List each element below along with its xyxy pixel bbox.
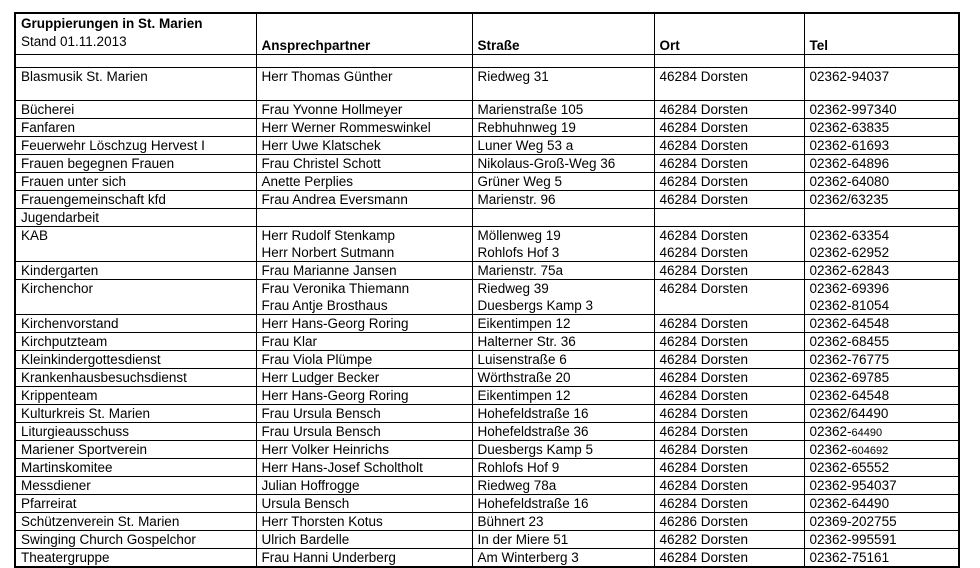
table-row: [15, 441, 959, 459]
partner-cell: Herr Thorsten Kotus: [256, 513, 472, 531]
city-cell: 46282 Dorsten: [654, 531, 804, 549]
street-cell: Wörthstraße 20: [472, 369, 654, 387]
city-cell: [654, 55, 804, 68]
group-cell: Fanfaren: [15, 119, 256, 137]
city-cell: 46284 Dorsten: [654, 495, 804, 513]
table-row: [15, 262, 959, 280]
street-cell: Halterner Str. 36: [472, 333, 654, 351]
street-cell: Riedweg 78a: [472, 477, 654, 495]
table-row: [15, 280, 959, 315]
tel-cell: 02362-64548: [804, 315, 959, 333]
partner-cell: Frau Klar: [256, 333, 472, 351]
tel-cell: 02362-76775: [804, 351, 959, 369]
tel-cell: 02362-69396 02362-81054: [804, 280, 959, 315]
column-header-ansprechpartner: Ansprechpartner: [256, 13, 472, 55]
street-cell: In der Miere 51: [472, 531, 654, 549]
city-cell: 46284 Dorsten: [654, 68, 804, 101]
column-header-tel: Tel: [804, 13, 959, 55]
street-cell: Duesbergs Kamp 5: [472, 441, 654, 459]
group-cell: Mariener Sportverein: [15, 441, 256, 459]
table-row: [15, 405, 959, 423]
table-row: [15, 369, 959, 387]
city-cell: 46284 Dorsten: [654, 351, 804, 369]
tel-cell: 02362-65552: [804, 459, 959, 477]
group-cell: Kirchenchor: [15, 280, 256, 315]
table-row: [15, 137, 959, 155]
partner-cell: Herr Thomas Günther: [256, 68, 472, 101]
table-row: [15, 227, 959, 262]
partner-cell: Frau Ursula Bensch: [256, 423, 472, 441]
group-cell: Schützenverein St. Marien: [15, 513, 256, 531]
group-cell: Jugendarbeit: [15, 209, 256, 227]
group-cell: Liturgieausschuss: [15, 423, 256, 441]
column-header-strasse: Straße: [472, 13, 654, 55]
group-cell: Messdiener: [15, 477, 256, 495]
partner-cell: Ulrich Bardelle: [256, 531, 472, 549]
street-cell: Möllenweg 19 Rohlofs Hof 3: [472, 227, 654, 262]
table-row: [15, 191, 959, 209]
group-cell: KAB: [15, 227, 256, 262]
table-row: [15, 333, 959, 351]
table-row: [15, 477, 959, 495]
tel-cell: 02362-94037: [804, 68, 959, 101]
tel-cell: 02362-64490: [804, 495, 959, 513]
city-cell: 46284 Dorsten: [654, 191, 804, 209]
street-cell: Nikolaus-Groß-Weg 36: [472, 155, 654, 173]
partner-cell: Herr Ludger Becker: [256, 369, 472, 387]
street-cell: [472, 209, 654, 227]
tel-cell: [804, 209, 959, 227]
group-cell: Blasmusik St. Marien: [15, 68, 256, 101]
city-cell: 46284 Dorsten: [654, 405, 804, 423]
street-cell: Luisenstraße 6: [472, 351, 654, 369]
partner-cell: Herr Rudolf Stenkamp Herr Norbert Sutmann: [256, 227, 472, 262]
partner-cell: Herr Hans-Georg Roring: [256, 315, 472, 333]
table-row: [15, 155, 959, 173]
street-cell: [472, 55, 654, 68]
partner-cell: Frau Viola Plümpe: [256, 351, 472, 369]
tel-cell: 02362/63235: [804, 191, 959, 209]
table-subtitle: Stand 01.11.2013: [21, 34, 127, 49]
tel-cell: 02362/64490: [804, 405, 959, 423]
group-cell: Feuerwehr Löschzug Hervest I: [15, 137, 256, 155]
group-cell: Kulturkreis St. Marien: [15, 405, 256, 423]
city-cell: 46284 Dorsten: [654, 549, 804, 568]
table-row: [15, 495, 959, 513]
tel-cell: 02362-997340: [804, 101, 959, 119]
city-cell: 46284 Dorsten: [654, 387, 804, 405]
street-cell: Marienstr. 96: [472, 191, 654, 209]
spacer-row: [15, 55, 959, 68]
tel-cell: 02362-62843: [804, 262, 959, 280]
tel-cell: 02362-75161: [804, 549, 959, 568]
city-cell: 46284 Dorsten: [654, 101, 804, 119]
group-cell: Kirchenvorstand: [15, 315, 256, 333]
street-cell: Hohefeldstraße 36: [472, 423, 654, 441]
tel-cell: 02362-69785: [804, 369, 959, 387]
table-row: [15, 119, 959, 137]
tel-suffix: 604692: [851, 445, 889, 457]
partner-cell: Herr Werner Rommeswinkel: [256, 119, 472, 137]
city-cell: 46284 Dorsten: [654, 333, 804, 351]
tel-cell: 02362-64080: [804, 173, 959, 191]
tel-cell: 02362-64548: [804, 387, 959, 405]
street-cell: Hohefeldstraße 16: [472, 405, 654, 423]
city-cell: 46284 Dorsten: [654, 369, 804, 387]
group-cell: Frauen unter sich: [15, 173, 256, 191]
street-cell: Marienstraße 105: [472, 101, 654, 119]
partner-cell: Frau Andrea Eversmann: [256, 191, 472, 209]
table-row: [15, 68, 959, 101]
partner-cell: Frau Hanni Underberg: [256, 549, 472, 568]
street-cell: Bühnert 23: [472, 513, 654, 531]
street-cell: Riedweg 39 Duesbergs Kamp 3: [472, 280, 654, 315]
tel-suffix: 64490: [851, 427, 883, 439]
partner-cell: Herr Volker Heinrichs: [256, 441, 472, 459]
city-cell: 46284 Dorsten: [654, 155, 804, 173]
partner-cell: Frau Marianne Jansen: [256, 262, 472, 280]
group-cell: Frauengemeinschaft kfd: [15, 191, 256, 209]
city-cell: 46284 Dorsten: [654, 315, 804, 333]
tel-cell: 02369-202755: [804, 513, 959, 531]
group-cell: Swinging Church Gospelchor: [15, 531, 256, 549]
city-cell: 46284 Dorsten: [654, 262, 804, 280]
tel-cell: 02362-64490: [804, 423, 959, 441]
city-cell: 46284 Dorsten: [654, 477, 804, 495]
tel-cell: 02362-604692: [804, 441, 959, 459]
table-header-row: [15, 13, 959, 55]
city-cell: 46284 Dorsten 46284 Dorsten: [654, 227, 804, 262]
partner-cell: Herr Uwe Klatschek: [256, 137, 472, 155]
city-cell: 46284 Dorsten: [654, 119, 804, 137]
street-cell: Rohlofs Hof 9: [472, 459, 654, 477]
street-cell: Rebhuhnweg 19: [472, 119, 654, 137]
group-cell: Bücherei: [15, 101, 256, 119]
city-cell: 46284 Dorsten: [654, 280, 804, 315]
partner-cell: [256, 55, 472, 68]
group-cell: Krankenhausbesuchsdienst: [15, 369, 256, 387]
partner-cell: Frau Veronika Thiemann Frau Antje Brosthaus: [256, 280, 472, 315]
city-cell: 46284 Dorsten: [654, 173, 804, 191]
tel-cell: 02362-61693: [804, 137, 959, 155]
street-cell: Eikentimpen 12: [472, 315, 654, 333]
contacts-table: [14, 12, 960, 568]
partner-cell: [256, 209, 472, 227]
group-cell: Theatergruppe: [15, 549, 256, 568]
title-cell: [15, 13, 256, 55]
tel-cell: 02362-995591: [804, 531, 959, 549]
group-cell: Kindergarten: [15, 262, 256, 280]
tel-cell: 02362-68455: [804, 333, 959, 351]
city-cell: 46284 Dorsten: [654, 459, 804, 477]
column-header-ort: Ort: [654, 13, 804, 55]
table-row: [15, 423, 959, 441]
tel-cell: 02362-954037: [804, 477, 959, 495]
street-cell: Grüner Weg 5: [472, 173, 654, 191]
partner-cell: Anette Perplies: [256, 173, 472, 191]
table-row: [15, 513, 959, 531]
group-cell: Krippenteam: [15, 387, 256, 405]
partner-cell: Frau Yvonne Hollmeyer: [256, 101, 472, 119]
table-row: [15, 459, 959, 477]
street-cell: Eikentimpen 12: [472, 387, 654, 405]
city-cell: [654, 209, 804, 227]
partner-cell: Frau Ursula Bensch: [256, 405, 472, 423]
table-row: [15, 351, 959, 369]
table-row: [15, 101, 959, 119]
partner-cell: Julian Hoffrogge: [256, 477, 472, 495]
partner-cell: Ursula Bensch: [256, 495, 472, 513]
street-cell: Luner Weg 53 a: [472, 137, 654, 155]
street-cell: Hohefeldstraße 16: [472, 495, 654, 513]
partner-cell: Frau Christel Schott: [256, 155, 472, 173]
group-cell: Martinskomitee: [15, 459, 256, 477]
tel-cell: 02362-63354 02362-62952: [804, 227, 959, 262]
city-cell: 46286 Dorsten: [654, 513, 804, 531]
table-row: [15, 549, 959, 568]
table-row: [15, 173, 959, 191]
partner-cell: Herr Hans-Josef Scholtholt: [256, 459, 472, 477]
table-title: Gruppierungen in St. Marien: [21, 16, 203, 31]
street-cell: Marienstr. 75a: [472, 262, 654, 280]
group-cell: Pfarreirat: [15, 495, 256, 513]
table-row: [15, 531, 959, 549]
street-cell: Am Winterberg 3: [472, 549, 654, 568]
city-cell: 46284 Dorsten: [654, 423, 804, 441]
tel-cell: [804, 55, 959, 68]
tel-cell: 02362-64896: [804, 155, 959, 173]
street-cell: Riedweg 31: [472, 68, 654, 101]
partner-cell: Herr Hans-Georg Roring: [256, 387, 472, 405]
group-cell: Frauen begegnen Frauen: [15, 155, 256, 173]
city-cell: 46284 Dorsten: [654, 441, 804, 459]
table-row: [15, 209, 959, 227]
group-cell: Kleinkindergottesdienst: [15, 351, 256, 369]
table-row: [15, 315, 959, 333]
city-cell: 46284 Dorsten: [654, 137, 804, 155]
table-body: [15, 55, 959, 568]
group-cell: Kirchputzteam: [15, 333, 256, 351]
table-row: [15, 387, 959, 405]
group-cell: [15, 55, 256, 68]
tel-cell: 02362-63835: [804, 119, 959, 137]
